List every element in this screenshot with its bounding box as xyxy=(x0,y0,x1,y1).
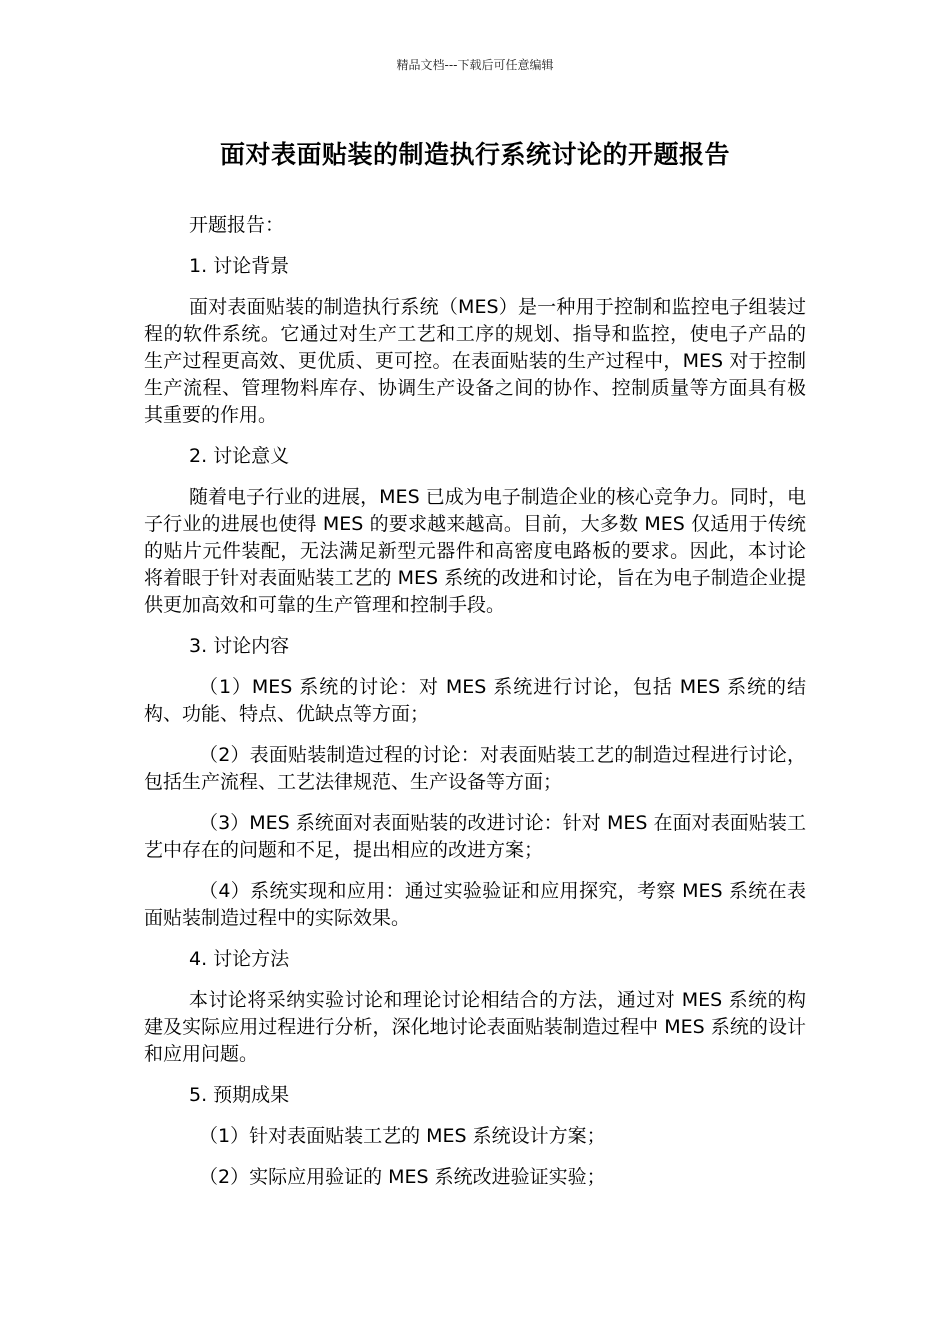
section-heading-significance: 2. 讨论意义 xyxy=(189,445,290,467)
content-item-4: （4）系统实现和应用：通过实验验证和应用探究，考察 MES 系统在表面贴装制造过程中的实际效果。 xyxy=(144,880,806,929)
outcome-item-2: （2）实际应用验证的 MES 系统改进验证实验； xyxy=(199,1166,606,1188)
document-body xyxy=(144,212,806,1205)
paragraph-method: 本讨论将采纳实验讨论和理论讨论相结合的方法，通过对 MES 系统的构建及实际应用过程进行分析，深化地讨论表面贴装制造过程中 MES 系统的设计和应用问题。 xyxy=(144,989,806,1065)
header-note: 精品文档---下载后可任意编辑 xyxy=(396,58,554,72)
content-item-3: （3）MES 系统面对表面贴装的改进讨论：针对 MES 在面对表面贴装工艺中存在的问题和不足，提出相应的改进方案； xyxy=(144,812,806,861)
paragraph-intro: 开题报告： xyxy=(189,214,285,236)
content-item-2: （2）表面贴装制造过程的讨论：对表面贴装工艺的制造过程进行讨论，包括生产流程、工艺法律规范、生产设备等方面； xyxy=(144,744,806,793)
paragraph-background: 面对表面贴装的制造执行系统（MES）是一种用于控制和监控电子组装过程的软件系统。它通过对生产工艺和工序的规划、指导和监控，使电子产品的生产过程更高效、更优质、更可控。在表面贴装的生产过程中，MES 对于控制生产流程、管理物料库存、协调生产设备之间的协作、控制质量等方面具有极其重要的作用。 xyxy=(144,296,806,426)
paragraph-significance: 随着电子行业的进展，MES 已成为电子制造企业的核心竞争力。同时，电子行业的进展也使得 MES 的要求越来越高。目前，大多数 MES 仅适用于传统的贴片元件装配，无法满足新型元器件和高密度电路板的要求。因此，本讨论将着眼于针对表面贴装工艺的 MES 系统的改进和讨论，旨在为电子制造企业提供更加高效和可靠的生产管理和控制手段。 xyxy=(144,486,806,616)
section-heading-outcomes: 5. 预期成果 xyxy=(189,1084,290,1106)
outcome-item-1: （1）针对表面贴装工艺的 MES 系统设计方案； xyxy=(199,1125,606,1147)
document-title: 面对表面贴装的制造执行系统讨论的开题报告 xyxy=(219,140,730,169)
section-heading-background: 1. 讨论背景 xyxy=(189,255,290,277)
section-heading-content: 3. 讨论内容 xyxy=(189,635,290,657)
section-heading-method: 4. 讨论方法 xyxy=(189,948,290,970)
content-item-1: （1）MES 系统的讨论：对 MES 系统进行讨论，包括 MES 系统的结构、功能、特点、优缺点等方面； xyxy=(144,676,806,725)
